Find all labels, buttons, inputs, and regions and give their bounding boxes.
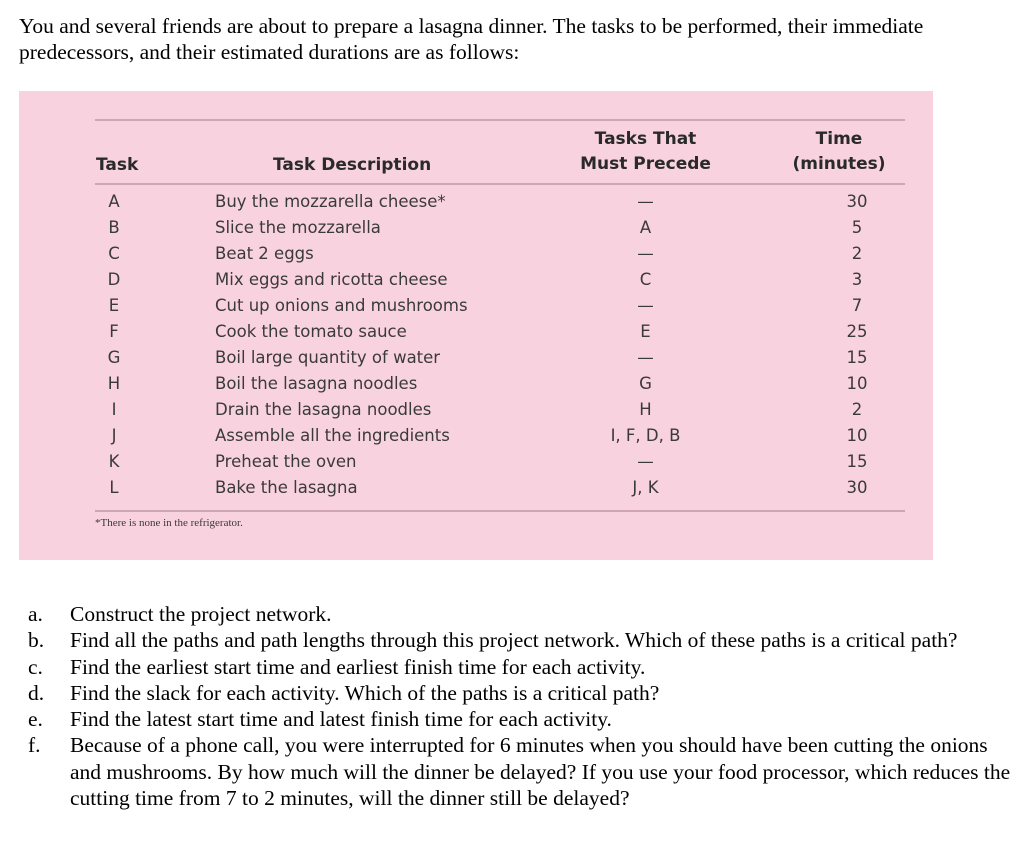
- task-cell: I: [111, 400, 117, 419]
- precede-cell: G: [639, 374, 652, 393]
- task-cell: C: [108, 244, 120, 263]
- time-cell: 2: [851, 400, 863, 419]
- time-cell: 7: [851, 296, 863, 315]
- table-row: [19, 319, 933, 345]
- task-cell: F: [109, 322, 119, 341]
- question-label: b.: [28, 628, 45, 653]
- table-bottom-rule: [95, 510, 905, 512]
- header-precede-line1: Tasks That: [594, 129, 697, 149]
- table-row: [19, 475, 933, 501]
- table-row: [19, 397, 933, 423]
- question-text: Construct the project network.: [70, 602, 332, 626]
- table-row: [19, 371, 933, 397]
- intro-text: You and several friends are about to prepare a lasagna dinner. The tasks to be performed, their immediate predecessors, and their estimated durations are as follows:: [19, 14, 924, 64]
- description-cell: Buy the mozzarella cheese*: [215, 192, 446, 211]
- table-body: [19, 189, 933, 501]
- table-row: [19, 189, 933, 215]
- question-item: [28, 601, 1013, 627]
- table-row: [19, 345, 933, 371]
- question-label: c.: [28, 654, 43, 679]
- question-text: Find the latest start time and latest finish time for each activity.: [70, 707, 612, 732]
- question-item: [28, 706, 1013, 732]
- task-cell: L: [109, 478, 119, 497]
- description-cell: Mix eggs and ricotta cheese: [215, 270, 448, 289]
- table-row: [19, 293, 933, 319]
- task-table: [19, 91, 933, 560]
- table-row: [19, 267, 933, 293]
- question-label: d.: [28, 680, 45, 705]
- precede-cell: E: [640, 322, 651, 341]
- time-cell: 10: [846, 426, 868, 445]
- description-cell: Boil the lasagna noodles: [215, 374, 418, 393]
- time-cell: 5: [851, 218, 863, 237]
- time-cell: 15: [846, 452, 868, 471]
- task-cell: E: [108, 296, 120, 315]
- task-cell: G: [107, 348, 121, 367]
- header-time: [785, 127, 893, 177]
- precede-cell: —: [637, 244, 654, 263]
- question-text: Find all the paths and path lengths through this project network. Which of these paths is a critical path?: [70, 628, 958, 653]
- description-cell: Cut up onions and mushrooms: [215, 296, 468, 315]
- time-cell: 25: [846, 322, 868, 341]
- header-time-line1: Time: [815, 129, 863, 149]
- task-cell: J: [111, 426, 117, 445]
- task-cell: D: [107, 270, 121, 289]
- header-precede-line2: Must Precede: [580, 154, 711, 174]
- description-cell: Preheat the oven: [215, 452, 357, 471]
- header-task: Task: [96, 155, 139, 175]
- time-cell: 30: [846, 192, 868, 211]
- precede-cell: I, F, D, B: [610, 426, 681, 445]
- description-cell: Drain the lasagna noodles: [215, 400, 432, 419]
- question-label: e.: [28, 707, 43, 732]
- header-time-line2: (minutes): [792, 154, 886, 174]
- table-row: [19, 449, 933, 475]
- table-header-rule: [95, 183, 905, 185]
- task-cell: K: [108, 452, 120, 471]
- precede-cell: —: [637, 348, 654, 367]
- question-text: Because of a phone call, you were interrupted for 6 minutes when you should have been cutting the onions and mushrooms. By how much will the dinner be delayed? If you use your food processor, which reduces the cutting time from 7 to 2 minutes, will the dinner still be delayed?: [70, 733, 1011, 811]
- precede-cell: —: [637, 192, 654, 211]
- question-text: Find the slack for each activity. Which of the paths is a critical path?: [70, 680, 660, 705]
- time-cell: 15: [846, 348, 868, 367]
- table-top-rule: [95, 119, 905, 121]
- time-cell: 30: [846, 478, 868, 497]
- question-item: [28, 732, 1013, 811]
- description-cell: Boil large quantity of water: [215, 348, 441, 367]
- description-cell: Cook the tomato sauce: [215, 322, 407, 341]
- question-label: a.: [28, 602, 43, 626]
- header-description: Task Description: [273, 155, 432, 175]
- description-cell: Beat 2 eggs: [215, 244, 314, 263]
- task-cell: A: [108, 192, 120, 211]
- question-item: [28, 627, 1013, 653]
- table-row: [19, 215, 933, 241]
- task-cell: H: [107, 374, 121, 393]
- task-cell: B: [108, 218, 120, 237]
- header-precede: [572, 127, 719, 177]
- time-cell: 3: [851, 270, 863, 289]
- precede-cell: —: [637, 452, 654, 471]
- description-cell: Bake the lasagna: [215, 478, 358, 497]
- precede-cell: —: [637, 296, 654, 315]
- description-cell: Slice the mozzarella: [215, 218, 381, 237]
- question-text: Find the earliest start time and earliest finish time for each activity.: [70, 654, 646, 679]
- time-cell: 10: [846, 374, 868, 393]
- precede-cell: J, K: [632, 478, 659, 497]
- description-cell: Assemble all the ingredients: [215, 426, 450, 445]
- question-item: [28, 654, 1013, 680]
- question-item: [28, 680, 1013, 706]
- time-cell: 2: [851, 244, 863, 263]
- precede-cell: C: [639, 270, 652, 289]
- precede-cell: H: [639, 400, 652, 419]
- question-label: f.: [28, 733, 41, 758]
- question-list: [28, 601, 1013, 811]
- precede-cell: A: [639, 218, 652, 237]
- table-row: [19, 241, 933, 267]
- table-row: [19, 423, 933, 449]
- table-footnote: *There is none in the refrigerator.: [95, 517, 243, 529]
